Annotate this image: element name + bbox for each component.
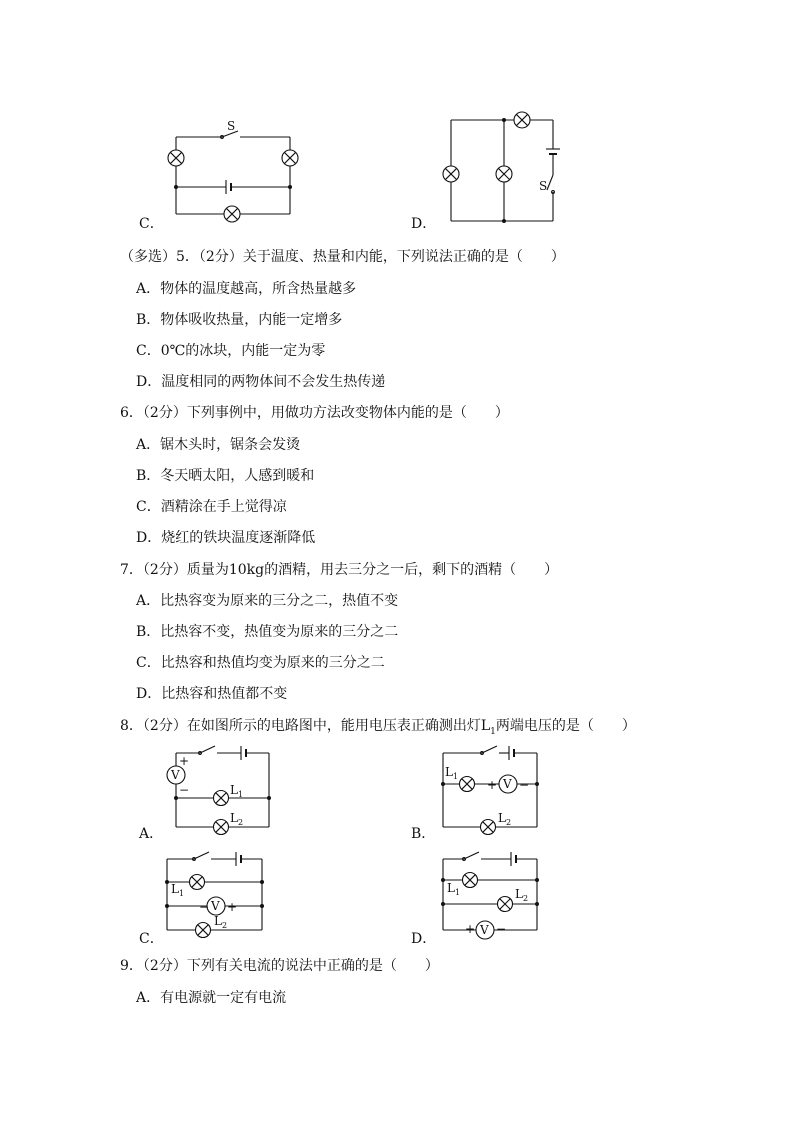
q4-circuit-c (160, 115, 310, 225)
q4c-switch-label: S (227, 119, 236, 133)
voltmeter-icon (499, 775, 517, 793)
q7-stem: 7．（2分）质量为10kg的酒精，用去三分之一后，剩下的酒精（ ） (120, 562, 559, 578)
lamp-l1-icon (190, 875, 205, 890)
lamp-icon (443, 166, 459, 182)
svg-text:2: 2 (238, 818, 244, 827)
q5-option-c: C．0℃的冰块，内能一定为零 (136, 343, 326, 359)
q8-circuit-a (160, 740, 280, 835)
voltmeter-plus: + (487, 778, 498, 792)
voltmeter-plus: + (179, 754, 190, 768)
q4-option-c-label: C． (139, 216, 164, 232)
voltmeter-icon (476, 921, 494, 939)
lamp-icon (514, 112, 530, 128)
svg-text:V: V (171, 768, 180, 782)
svg-text:1: 1 (455, 888, 461, 897)
lamp-l1-label: L (447, 881, 455, 895)
q9-option-a: A．有电源就一定有电流 (136, 990, 287, 1006)
lamp-l2-label: L (498, 811, 506, 825)
svg-text:V: V (503, 777, 512, 791)
q6-option-d: D．烧红的铁块温度逐渐降低 (136, 530, 316, 546)
q8-option-b-label: B． (411, 826, 436, 842)
q8-stem (120, 717, 636, 741)
q8-circuit-b (430, 740, 550, 835)
q6-option-a: A．锯木头时，锯条会发烫 (136, 437, 301, 453)
q8-stem-part2: 两端电压的是（ ） (495, 718, 636, 734)
q6-option-b: B．冬天晒太阳，人感到暖和 (136, 468, 315, 484)
lamp-l2-icon (498, 897, 513, 912)
svg-text:V: V (480, 923, 489, 937)
svg-text:1: 1 (179, 889, 185, 898)
lamp-l2-icon (214, 820, 229, 835)
lamp-l2-label: L (515, 887, 523, 901)
voltmeter-plus: + (465, 922, 476, 936)
q4-option-d-label: D． (411, 216, 437, 232)
lamp-icon (224, 206, 240, 222)
q5-option-b: B．物体吸收热量，内能一定增多 (136, 312, 343, 328)
lamp-icon (282, 150, 298, 166)
lamp-l1-label: L (171, 882, 179, 896)
lamp-icon (168, 150, 184, 166)
q6-stem: 6．（2分）下列事例中，用做功方法改变物体内能的是（ ） (120, 405, 509, 421)
q8-stem-part1: 8．（2分）在如图所示的电路图中，能用电压表正确测出灯 (120, 718, 481, 734)
q5-option-d: D．温度相同的两物体间不会发生热传递 (136, 374, 386, 390)
q7-option-d: D．比热容和热值都不变 (136, 686, 288, 702)
voltmeter-minus: − (496, 922, 507, 936)
svg-text:2: 2 (523, 894, 529, 903)
voltmeter-minus: − (519, 778, 530, 792)
q5-stem: （多选）5．（2分）关于温度、热量和内能，下列说法正确的是（ ） (120, 249, 565, 265)
lamp-l1-label: L (230, 783, 238, 797)
q7-option-b: B．比热容不变，热值变为原来的三分之二 (136, 624, 399, 640)
q8-circuit-c (155, 845, 270, 945)
lamp-l1-icon (460, 777, 475, 792)
lamp-l1-icon (214, 791, 229, 806)
q8-option-c-label: C． (139, 931, 164, 947)
lamp-icon (496, 166, 512, 182)
q9-stem: 9．（2分）下列有关电流的说法中正确的是（ ） (120, 958, 439, 974)
lamp-l2-icon (481, 820, 496, 835)
q5-option-a: A．物体的温度越高，所含热量越多 (136, 281, 357, 297)
svg-text:1: 1 (453, 772, 459, 781)
svg-text:2: 2 (506, 818, 512, 827)
voltmeter-minus: − (179, 783, 190, 797)
q8-stem-lamp: L (480, 718, 491, 734)
voltmeter-minus: − (199, 900, 210, 914)
svg-text:1: 1 (238, 790, 244, 799)
svg-text:V: V (211, 899, 220, 913)
lamp-l2-icon (196, 923, 211, 938)
lamp-l1-label: L (445, 765, 453, 779)
q8-stem-lamp-sub: 1 (490, 726, 496, 737)
voltmeter-icon (207, 897, 225, 915)
voltmeter-plus: + (227, 900, 238, 914)
lamp-l1-icon (463, 873, 478, 888)
q7-option-c: C．比热容和热值均变为原来的三分之二 (136, 655, 385, 671)
lamp-l2-label: L (230, 811, 238, 825)
q8-circuit-d (432, 845, 547, 945)
q6-option-c: C．酒精涂在手上觉得凉 (136, 499, 287, 515)
q8-option-d-label: D． (411, 931, 437, 947)
q7-option-a: A．比热容变为原来的三分之二，热值不变 (136, 593, 399, 609)
svg-text:2: 2 (222, 921, 228, 930)
q4-circuit-d (440, 105, 560, 230)
q8-option-a-label: A． (139, 826, 164, 842)
voltmeter-icon (167, 766, 185, 784)
q4d-switch-label: S (539, 179, 548, 193)
lamp-l2-label: L (214, 914, 222, 928)
